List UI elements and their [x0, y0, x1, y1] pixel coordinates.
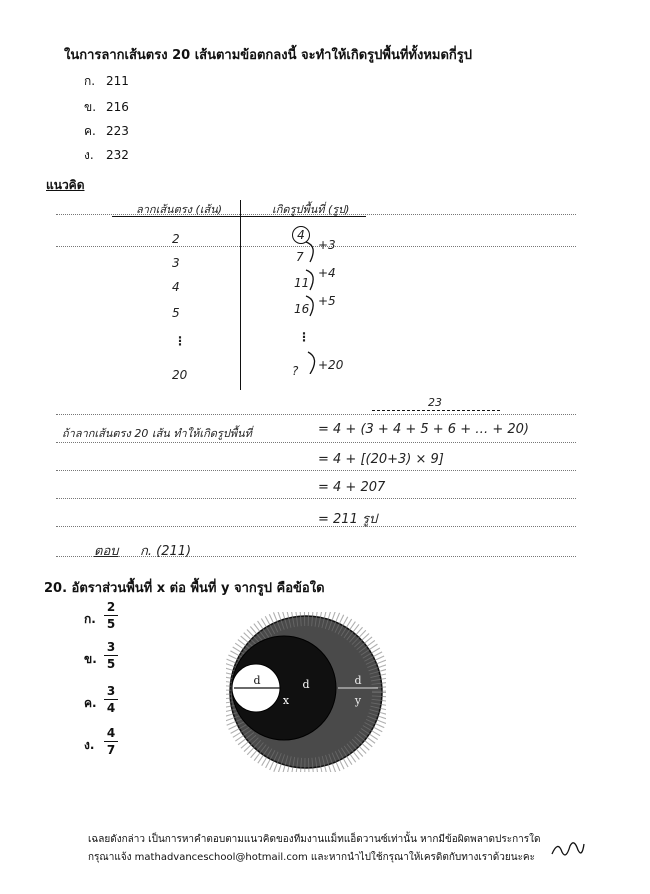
area-count: 11: [294, 276, 310, 290]
equation-line: = 4 + (3 + 4 + 5 + 6 + … + 20): [318, 422, 530, 437]
fraction: [104, 600, 118, 632]
fraction-choice-d: [84, 726, 124, 760]
lines-count: 20: [172, 368, 188, 382]
guide-line: [56, 470, 576, 471]
numerator: 3: [104, 640, 118, 656]
lines-count: 5: [172, 306, 180, 320]
label-y: y: [354, 694, 362, 707]
label-x: x: [282, 694, 290, 707]
table-header-rule: [112, 216, 366, 217]
table-divider: [240, 200, 241, 390]
lines-count: 4: [172, 280, 180, 294]
lines-count: 2: [172, 232, 180, 246]
signature-mark: [548, 834, 588, 864]
fraction: [104, 684, 118, 716]
choice-d: [84, 146, 129, 165]
answer-value: ก. (211): [140, 544, 192, 559]
area-count: 7: [296, 250, 304, 264]
equation-prefix: ถ้าลากเส้นตรง 20 เส้น ทำให้เกิดรูปพื้นที่: [62, 427, 252, 440]
choice-label: ค.: [84, 696, 97, 710]
increment: +4: [318, 266, 336, 280]
equation-line: = 4 + 207: [318, 480, 386, 495]
table-col2-header: เกิดรูปพื้นที่ (รูป): [272, 203, 350, 216]
choice-value: 216: [106, 100, 129, 114]
guide-line: [56, 498, 576, 499]
guide-line: [56, 442, 576, 443]
choice-b: [84, 98, 129, 117]
choice-a: [84, 72, 129, 91]
area-count: ?: [292, 364, 299, 378]
choice-value: 223: [106, 124, 129, 138]
choice-value: 232: [106, 148, 129, 162]
fraction: [104, 726, 118, 758]
fraction-choice-b: [84, 640, 124, 674]
numerator: 2: [104, 600, 118, 616]
circles-figure: [226, 612, 386, 772]
choice-label: ข.: [84, 100, 97, 114]
fraction-choice-a: [84, 600, 124, 634]
equation-line: = 211 รูป: [318, 512, 378, 527]
equation-line: = 4 + [(20+3) × 9]: [318, 452, 444, 467]
label-d-outer: d: [354, 674, 362, 687]
increment: +5: [318, 294, 336, 308]
lines-count: 3: [172, 256, 180, 270]
label-d-middle: d: [302, 678, 310, 691]
method-heading: แนวคิด: [46, 178, 85, 192]
choice-label: ง.: [84, 148, 94, 162]
choice-label: ข.: [84, 652, 97, 666]
choice-label: ก.: [84, 74, 96, 88]
choice-value: 211: [106, 74, 129, 88]
increment: +20: [318, 358, 344, 372]
denominator: 7: [106, 743, 116, 757]
table-col1-header: ลากเส้นตรง (เส้น): [136, 203, 223, 216]
guide-line: [56, 556, 576, 557]
fraction-choice-c: [84, 684, 124, 718]
denominator: 4: [106, 701, 116, 715]
lines-count: ⋮: [174, 334, 186, 348]
choice-label: ง.: [84, 738, 95, 752]
footer-line-2: กรุณาแจ้ง mathadvanceschool@hotmail.com และหากนำไปใช้กรุณาให้เครดิตกับทางเราด้วยนะคะ: [88, 852, 535, 863]
fraction: [104, 640, 118, 672]
label-d-inner: d: [253, 674, 261, 687]
choice-label: ค.: [84, 124, 96, 138]
increment: +3: [318, 238, 336, 252]
guide-line: [56, 526, 576, 527]
numerator: 4: [104, 726, 118, 742]
question-19-title: ในการลากเส้นตรง 20 เส้นตามข้อตกลงนี้ จะทำให้เกิดรูปพื้นที่ทั้งหมดกี่รูป: [64, 48, 473, 63]
choice-label: ก.: [84, 612, 96, 626]
area-count: ⋮: [298, 330, 310, 344]
choice-c: [84, 122, 129, 141]
answer-label: ตอบ: [94, 544, 119, 559]
denominator: 5: [106, 617, 116, 631]
numerator: 3: [104, 684, 118, 700]
brace-label: 23: [428, 396, 442, 409]
footer-line-1: เฉลยดังกล่าว เป็นการหาคำตอบตามแนวคิดของทีมงานแม็ทแอ็ดวานซ์เท่านั้น หากมีข้อผิดพลาดประการใด: [88, 834, 541, 845]
question-20-title: 20. อัตราส่วนพื้นที่ x ต่อ พื้นที่ y จากรูป คือข้อใด: [44, 581, 325, 596]
denominator: 5: [106, 657, 116, 671]
area-count: 16: [294, 302, 310, 316]
guide-line: [56, 414, 576, 415]
area-count: 4: [292, 226, 310, 244]
brace-line: [372, 410, 500, 411]
